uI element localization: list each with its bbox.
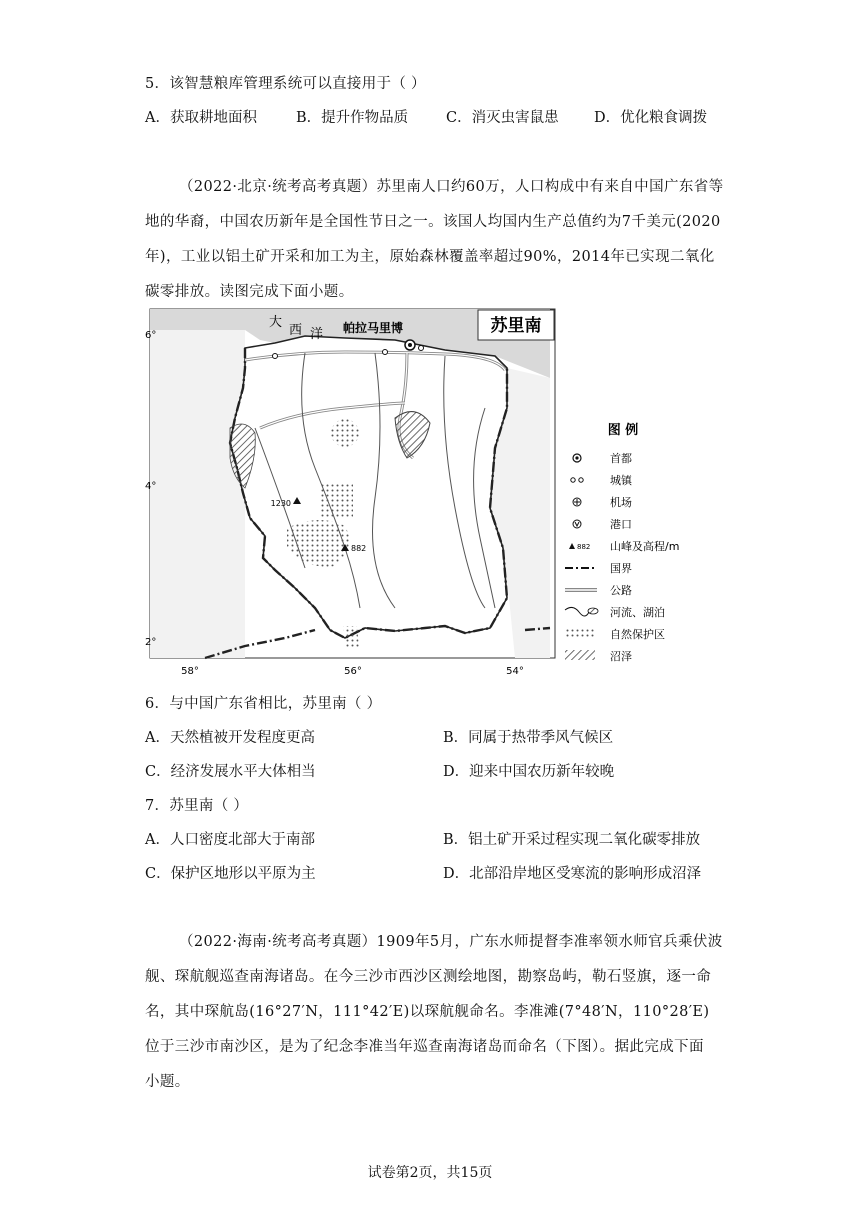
longitude-label: 54° — [506, 666, 524, 677]
q7-option-d: D．北部沿岸地区受寒流的影响形成沼泽 — [443, 866, 702, 882]
latitude-label: 6° — [145, 330, 157, 341]
q6-option-a: A．天然植被开发程度更高 — [145, 730, 315, 746]
legend-road: 公路 — [610, 584, 632, 597]
legend-airport: 机场 — [610, 496, 632, 509]
q5-option-d: D．优化粮食调拨 — [594, 110, 708, 126]
passage-li-zhun — [145, 925, 730, 1100]
passage-line: （2022·北京·统考高考真题）苏里南人口约60万，人口构成中有来自中国广东省等 — [179, 179, 724, 195]
latitude-label: 2° — [145, 637, 157, 648]
legend-title: 图 例 — [607, 423, 639, 438]
legend-port: 港口 — [610, 518, 632, 531]
nature-reserve — [343, 626, 359, 648]
latitude-label: 4° — [145, 481, 157, 492]
q6-stem: 6．与中国广东省相比，苏里南（ ） — [145, 696, 382, 712]
passage-line: 年)，工业以铝土矿开采和加工为主，原始森林覆盖率超过90%，2014年已实现二氧化 — [145, 249, 715, 265]
q5-option-b: B．提升作物品质 — [296, 110, 409, 126]
legend-swamp: 沼泽 — [610, 650, 632, 663]
q5-option-a: A．获取耕地面积 — [145, 110, 257, 126]
legend-peak-sample: 882 — [577, 543, 591, 551]
guyana-area — [150, 330, 245, 658]
passage-line: 舰、琛航舰巡查南海诸岛。在今三沙市西沙区测绘地图，勘察岛屿，勒石竖旗，逐一命 — [145, 969, 712, 985]
q6-option-d: D．迎来中国农历新年较晚 — [443, 764, 615, 780]
q5-option-c: C．消灭虫害鼠患 — [446, 110, 559, 126]
sea-label-2: 西 — [289, 323, 303, 338]
legend-peak: 山峰及高程/m — [610, 540, 680, 553]
q7-option-b: B．铝土矿开采过程实现二氧化碳零排放 — [443, 832, 701, 848]
town-symbol — [419, 346, 424, 351]
sea-label-3: 洋 — [310, 327, 324, 342]
peak-elevation: 882 — [351, 544, 367, 553]
longitude-label: 58° — [181, 666, 199, 677]
legend-town: 城镇 — [610, 474, 632, 487]
q6-option-c: C．经济发展水平大体相当 — [145, 764, 316, 780]
sea-label-1: 大 — [269, 315, 283, 330]
passage-line: （2022·海南·统考高考真题）1909年5月，广东水师提督李准率领水师官兵乘伏波 — [179, 934, 723, 950]
town-symbol — [273, 354, 278, 359]
q7-option-a: A．人口密度北部大于南部 — [145, 832, 315, 848]
nature-reserve — [331, 419, 359, 447]
map-title: 苏里南 — [490, 316, 542, 336]
capital-label: 帕拉马里博 — [342, 321, 404, 335]
q6-option-b: B．同属于热带季风气候区 — [443, 730, 614, 746]
page-footer: 试卷第2页，共15页 — [367, 1165, 493, 1181]
passage-line: 位于三沙市南沙区，是为了纪念李准当年巡查南海诸岛而命名（下图）。据此完成下面 — [145, 1039, 704, 1055]
q7-option-c: C．保护区地形以平原为主 — [145, 866, 316, 882]
passage-suriname — [145, 170, 730, 310]
legend-capital: 首都 — [610, 452, 632, 465]
nature-reserve — [320, 483, 353, 519]
legend-river-lake: 河流、湖泊 — [610, 606, 665, 619]
town-symbol — [383, 350, 388, 355]
passage-line: 碳零排放。读图完成下面小题。 — [145, 284, 354, 300]
suriname-map — [145, 308, 700, 680]
longitude-label: 56° — [344, 666, 362, 677]
legend-reserve: 自然保护区 — [610, 628, 665, 641]
map-legend — [565, 422, 679, 663]
passage-line: 小题。 — [145, 1074, 190, 1090]
passage-line: 名，其中琛航岛(16°27′N，111°42′E)以琛航舰命名。李准滩(7°48′N，110°28′E) — [145, 1004, 710, 1020]
peak-elevation: 1230 — [270, 499, 291, 508]
legend-border: 国界 — [610, 562, 632, 575]
q5-stem: 5．该智慧粮库管理系统可以直接用于（ ） — [145, 76, 426, 92]
passage-line: 地的华裔，中国农历新年是全国性节日之一。该国人均国内生产总值约为7千美元(2020 — [145, 214, 721, 230]
q7-stem: 7．苏里南（ ） — [145, 798, 249, 814]
